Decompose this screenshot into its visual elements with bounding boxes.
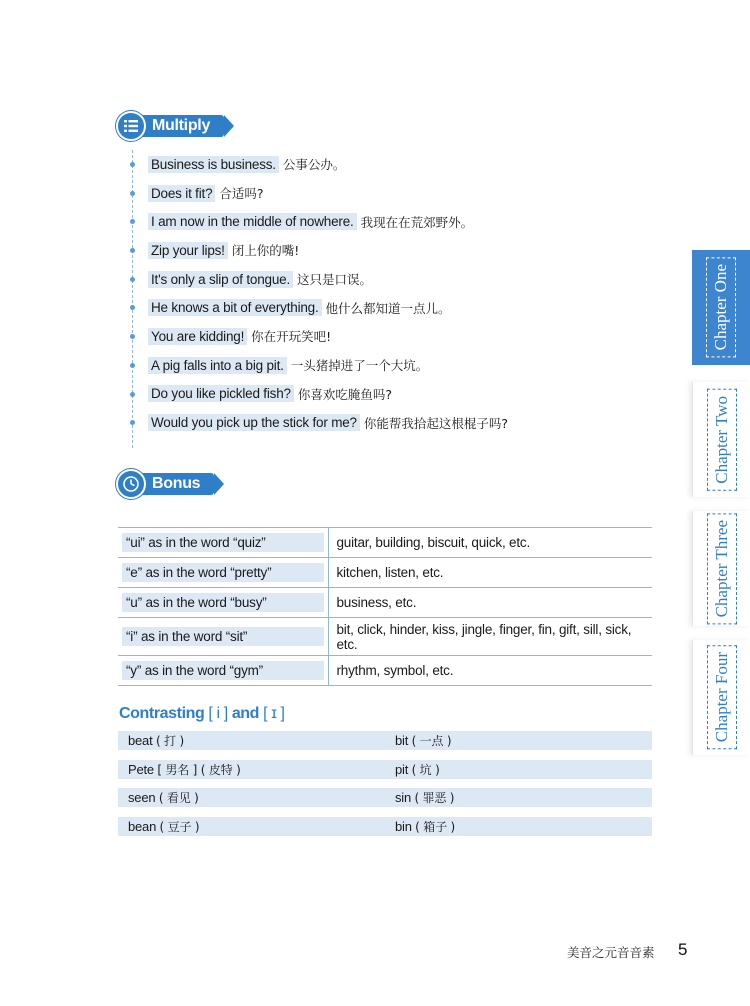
table-row xyxy=(118,528,652,558)
spelling-cell: “ui” as in the word “quiz” xyxy=(118,528,328,558)
table-row xyxy=(118,656,652,686)
list-item xyxy=(133,236,612,265)
spelling-cell: “u” as in the word “busy” xyxy=(118,588,328,618)
right-word: sin ( 罪恶 ) xyxy=(395,790,455,805)
tab-chapter-one[interactable]: Chapter One xyxy=(692,250,750,365)
phrase-zh: 闭上你的嘴! xyxy=(231,243,300,259)
multiply-title: Multiply xyxy=(138,115,224,137)
table-row xyxy=(118,731,652,750)
right-word: bin ( 箱子 ) xyxy=(395,818,455,834)
list-icon xyxy=(116,111,146,141)
phrase-zh: 你能帮我拾起这根棍子吗? xyxy=(363,415,508,431)
phrase-zh: 我现在在荒郊野外。 xyxy=(360,214,474,230)
page-number: 5 xyxy=(678,940,688,959)
phrase-zh: 你喜欢吃腌鱼吗? xyxy=(297,386,392,402)
left-word: bean ( 豆子 ) xyxy=(128,818,200,834)
examples-cell: bit, click, hinder, kiss, jingle, finger, fin, gift, sill, sick, etc. xyxy=(328,618,652,656)
footer-title: 美音之元音音素 xyxy=(567,945,655,960)
phrase-zh: 你在开玩笑吧! xyxy=(251,329,332,345)
bonus-header xyxy=(116,469,214,499)
tab-chapter-two[interactable]: Chapter Two xyxy=(692,382,750,497)
clock-icon xyxy=(116,469,146,499)
phrase-zh: 这只是口误。 xyxy=(297,272,373,288)
list-item xyxy=(133,408,612,437)
bonus-title: Bonus xyxy=(138,473,214,495)
phrase-en: Does it fit? xyxy=(148,185,215,202)
contrasting-title: Contrasting [ i ] and [ ɪ ] xyxy=(119,705,285,722)
phoneme-short-i: [ ɪ ] xyxy=(263,705,285,722)
phrase-en: He knows a bit of everything. xyxy=(148,299,322,316)
phrase-zh: 公事公办。 xyxy=(282,157,346,173)
table-row xyxy=(118,817,652,836)
list-item xyxy=(133,293,612,322)
left-word: beat ( 打 ) xyxy=(128,733,184,748)
multiply-list xyxy=(132,150,612,448)
spelling-cell: “e” as in the word “pretty” xyxy=(118,558,328,588)
right-word: pit ( 坑 ) xyxy=(395,761,440,777)
bonus-table xyxy=(118,527,652,686)
list-item xyxy=(133,179,612,208)
examples-cell: kitchen, listen, etc. xyxy=(328,558,652,588)
examples-cell: business, etc. xyxy=(328,588,652,618)
phrase-en: You are kidding! xyxy=(148,328,247,345)
list-item xyxy=(133,207,612,236)
table-row xyxy=(118,618,652,656)
table-row xyxy=(118,760,652,779)
phrase-zh: 一头猪掉进了一个大坑。 xyxy=(290,358,429,374)
examples-cell: rhythm, symbol, etc. xyxy=(328,656,652,686)
left-word: Pete [ 男名 ] ( 皮特 ) xyxy=(128,761,241,777)
multiply-header xyxy=(116,111,224,141)
list-item xyxy=(133,150,612,179)
phoneme-i: [ i ] xyxy=(208,705,228,722)
contrasting-grid xyxy=(118,731,652,845)
phrase-en: I am now in the middle of nowhere. xyxy=(148,213,357,230)
spelling-cell: “i” as in the word “sit” xyxy=(118,618,328,656)
tab-chapter-three[interactable]: Chapter Three xyxy=(692,511,750,626)
phrase-en: It's only a slip of tongue. xyxy=(148,271,293,288)
phrase-en: A pig falls into a big pit. xyxy=(148,357,287,374)
phrase-zh: 他什么都知道一点儿。 xyxy=(325,300,451,316)
spelling-cell: “y” as in the word “gym” xyxy=(118,656,328,686)
list-item xyxy=(133,380,612,409)
phrase-en: Business is business. xyxy=(148,156,279,173)
table-row xyxy=(118,788,652,807)
right-word: bit ( 一点 ) xyxy=(395,733,452,748)
table-row xyxy=(118,558,652,588)
list-item xyxy=(133,351,612,380)
left-word: seen ( 看见 ) xyxy=(128,790,199,805)
examples-cell: guitar, building, biscuit, quick, etc. xyxy=(328,528,652,558)
list-item xyxy=(133,322,612,351)
phrase-zh: 合适吗? xyxy=(219,186,264,202)
list-item xyxy=(133,265,612,294)
phrase-en: Zip your lips! xyxy=(148,242,228,259)
phrase-en: Would you pick up the stick for me? xyxy=(148,414,360,431)
table-row xyxy=(118,588,652,618)
phrase-en: Do you like pickled fish? xyxy=(148,385,294,402)
tab-chapter-four[interactable]: Chapter Four xyxy=(692,640,750,755)
